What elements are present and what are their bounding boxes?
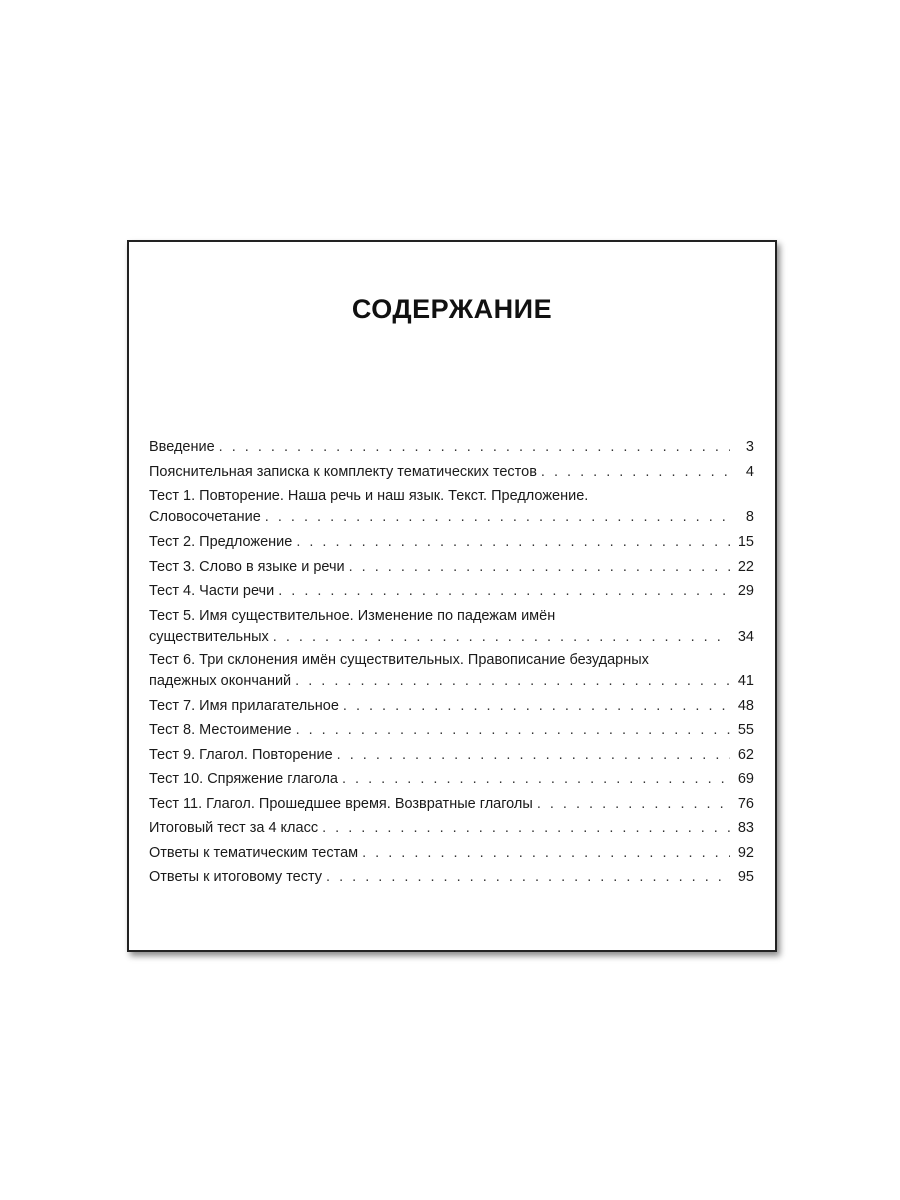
dot-leader [337, 743, 730, 768]
toc-entry [149, 792, 754, 817]
toc-entry [149, 694, 754, 719]
toc-entry-page-number: 8 [745, 509, 754, 525]
toc-entry-row [149, 670, 754, 692]
toc-entry-row [149, 626, 754, 648]
toc-entry-title: Тест 8. Местоимение [149, 722, 292, 738]
toc-entry-row [149, 506, 754, 528]
toc-entry [149, 865, 754, 890]
toc-entry-title: Тест 7. Имя прилагательное [149, 697, 339, 714]
dot-leader [362, 841, 730, 866]
dot-leader [296, 530, 730, 555]
toc-entry-row [149, 743, 754, 768]
toc-entry-title: Ответы к тематическим тестам [149, 844, 359, 861]
toc-entry [149, 650, 754, 692]
toc-entry-title: Тест 3. Слово в языке и речи [149, 558, 345, 575]
toc-entry-row [149, 792, 754, 817]
toc-entry-page-number: 34 [737, 628, 754, 645]
toc-entry-row [149, 816, 754, 841]
toc-entry-page-number: 3 [745, 439, 754, 455]
toc-entry-title: Тест 11. Глагол. Прошедшее время. Возвратные глаголы [149, 795, 533, 812]
dot-leader [278, 579, 730, 604]
toc-entry [149, 530, 754, 555]
dot-leader [349, 555, 730, 580]
toc-entry [149, 486, 754, 528]
toc-entry-row [149, 530, 754, 555]
contents-page [127, 240, 777, 952]
toc-entry [149, 767, 754, 792]
toc-entry-title: Пояснительная записка к комплекту тематических тестов [149, 463, 537, 480]
toc-entry-row [149, 718, 754, 743]
toc-entry [149, 841, 754, 866]
toc-entry-title: Тест 9. Глагол. Повторение [149, 746, 333, 763]
toc-entry-page-number: 41 [737, 672, 754, 689]
toc-entry-page-number: 22 [737, 558, 754, 575]
dot-leader [219, 435, 730, 460]
toc-entry-title: существительных [149, 628, 269, 645]
toc-entry [149, 460, 754, 485]
toc-entry-page-number: 55 [737, 722, 754, 738]
toc-entry-title: Введение [149, 439, 215, 455]
toc-entry-row [149, 865, 754, 890]
dot-leader [295, 670, 730, 692]
toc-entry [149, 743, 754, 768]
toc-entry-page-number: 92 [737, 844, 754, 861]
toc-entry [149, 718, 754, 743]
toc-entry-row [149, 841, 754, 866]
toc-entry-title: Тест 4. Части речи [149, 583, 275, 599]
toc-entry [149, 816, 754, 841]
dot-leader [343, 694, 730, 719]
toc-entry-title: Тест 10. Спряжение глагола [149, 771, 338, 787]
toc-entry [149, 435, 754, 460]
toc-entry-title: Словосочетание [149, 509, 261, 525]
toc-entry-page-number: 83 [737, 820, 754, 836]
toc-entry [149, 606, 754, 648]
toc-entry-row [149, 694, 754, 719]
toc-entry-page-number: 48 [737, 697, 754, 714]
toc-entry [149, 579, 754, 604]
toc-entry-page-number: 76 [737, 795, 754, 812]
dot-leader [342, 767, 730, 792]
toc-entry-row [149, 767, 754, 792]
dot-leader [273, 626, 730, 648]
toc-entry [149, 555, 754, 580]
toc-entry-title: падежных окончаний [149, 672, 292, 689]
toc-entry-page-number: 29 [737, 583, 754, 599]
toc-entry-page-number: 95 [737, 869, 754, 885]
dot-leader [296, 718, 730, 743]
toc-entry-row [149, 460, 754, 485]
toc-entry-page-number: 62 [737, 746, 754, 763]
table-of-contents [149, 435, 754, 890]
toc-entry-title-line: Тест 1. Повторение. Наша речь и наш язык. Текст. Предложение. [149, 488, 589, 504]
dot-leader [322, 816, 730, 841]
toc-entry-row [149, 555, 754, 580]
dot-leader [541, 460, 730, 485]
toc-entry-title-line: Тест 5. Имя существительное. Изменение по падежам имён [149, 607, 556, 624]
toc-entry-title-line: Тест 6. Три склонения имён существительных. Правописание безударных [149, 651, 649, 668]
toc-entry-page-number: 4 [745, 463, 754, 480]
toc-entry-title: Итоговый тест за 4 класс [149, 820, 319, 836]
toc-entry-row [149, 579, 754, 604]
dot-leader [326, 865, 730, 890]
toc-entry-title: Тест 2. Предложение [149, 534, 293, 550]
dot-leader [537, 792, 730, 817]
toc-entry-page-number: 15 [737, 534, 754, 550]
page-title: СОДЕРЖАНИЕ [351, 294, 553, 324]
toc-entry-page-number: 69 [737, 771, 754, 787]
toc-entry-row [149, 435, 754, 460]
toc-entry-title: Ответы к итоговому тесту [149, 869, 323, 885]
dot-leader [265, 506, 730, 528]
